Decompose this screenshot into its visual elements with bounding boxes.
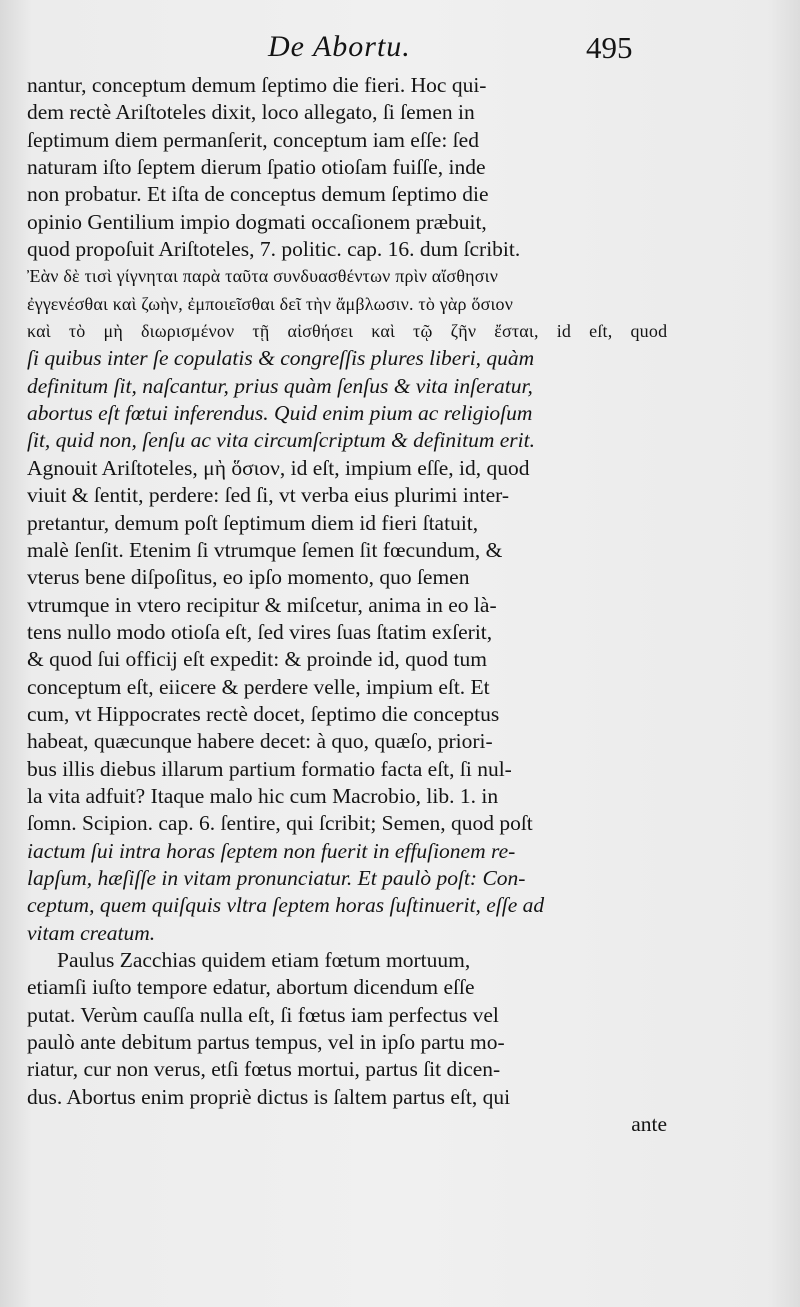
text-line: etiamſi iuſto tempore edatur, abortum dicendum eſſe bbox=[27, 975, 475, 1000]
text-line: Agnouit Ariſtoteles, μὴ ὅσιον, id eſt, impium eſſe, id, quod bbox=[27, 455, 530, 480]
text-line: habeat, quæcunque habere decet: à quo, quæſo, priori- bbox=[27, 729, 493, 754]
text-line: riatur, cur non verus, etſi fœtus mortui, partus ſit dicen- bbox=[27, 1057, 501, 1082]
page-number: 495 bbox=[586, 30, 633, 65]
italic-translation-line: ſit, quid non, ſenſu ac vita circumſcriptum & definitum erit. bbox=[27, 428, 535, 453]
text-line: pretantur, demum poſt ſeptimum diem id fieri ſtatuit, bbox=[27, 510, 479, 535]
text-line: la vita adfuit? Itaque malo hic cum Macrobio, lib. 1. in bbox=[27, 783, 499, 808]
text-line: ſeptimum diem permanſerit, conceptum iam eſſe: ſed bbox=[27, 127, 479, 152]
italic-translation-line: abortus eſt fœtui inferendus. Quid enim pium ac religioſum bbox=[27, 401, 533, 426]
text-line: putat. Verùm cauſſa nulla eſt, ſi fœtus iam perfectus vel bbox=[27, 1002, 499, 1027]
italic-quote-line: vitam creatum. bbox=[27, 920, 156, 945]
text-line: tens nullo modo otioſa eſt, ſed vires ſuas ſtatim exſerit, bbox=[27, 619, 493, 644]
running-title: De Abortu. bbox=[268, 30, 411, 63]
italic-quote-line: iactum ſui intra horas ſeptem non fuerit in effuſionem re- bbox=[27, 838, 516, 863]
text-line: malè ſenſit. Etenim ſi vtrumque ſemen ſit fœcundum, & bbox=[27, 537, 503, 562]
greek-quote-line: καὶ τὸ μὴ διωρισμένον τῇ αἰσθήσει καὶ τῷ ζῆν ἔσται, id eſt, quod bbox=[27, 321, 668, 342]
text-line: bus illis diebus illarum partium formatio facta eſt, ſi nul- bbox=[27, 756, 512, 781]
greek-quote-line: ἐγγενέσθαι καὶ ζωὴν, ἐμποιεῖσθαι δεῖ τὴν ἄμβλωσιν. τὸ γὰρ ὅσιον bbox=[27, 293, 514, 314]
body-text bbox=[27, 72, 667, 1138]
page-header bbox=[0, 30, 800, 70]
text-line: nantur, conceptum demum ſeptimo die fieri. Hoc qui- bbox=[27, 73, 487, 97]
text-line: paulò ante debitum partus tempus, vel in ipſo partu mo- bbox=[27, 1030, 505, 1055]
paragraph-start-line: Paulus Zacchias quidem etiam fœtum mortuum, bbox=[57, 948, 471, 972]
text-line: non probatur. Et iſta de conceptus demum ſeptimo die bbox=[27, 182, 489, 207]
text-line: conceptum eſt, eiicere & perdere velle, impium eſt. Et bbox=[27, 674, 490, 699]
text-line: cum, vt Hippocrates rectè docet, ſeptimo die conceptus bbox=[27, 701, 500, 726]
text-line: vtrumque in vtero recipitur & miſcetur, anima in eo là- bbox=[27, 592, 497, 617]
text-line: viuit & ſentit, perdere: ſed ſi, vt verba eius plurimi inter- bbox=[27, 483, 509, 508]
italic-translation-line: definitum ſit, naſcantur, prius quàm ſenſus & vita inſeratur, bbox=[27, 373, 533, 398]
italic-quote-line: ceptum, quem quiſquis vltra ſeptem horas ſuſtinuerit, eſſe ad bbox=[27, 893, 545, 918]
text-line: dem rectè Ariſtoteles dixit, loco allegato, ſi ſemen in bbox=[27, 100, 475, 125]
text-line: vterus bene diſpoſitus, eo ipſo momento, quo ſemen bbox=[27, 565, 470, 590]
text-line: quod propoſuit Ariſtoteles, 7. politic. cap. 16. dum ſcribit. bbox=[27, 237, 521, 262]
italic-translation-line: ſi quibus inter ſe copulatis & congreſſis plures liberi, quàm bbox=[27, 346, 535, 371]
greek-quote-line: Ἐὰν δὲ τισὶ γίγνηται παρὰ ταῦτα συνδυασθέντων πρὶν αἴσθησιν bbox=[27, 266, 499, 287]
text-line: & quod ſui officij eſt expedit: & proinde id, quod tum bbox=[27, 647, 488, 672]
italic-quote-line: lapſum, hæſiſſe in vitam pronunciatur. Et paulò poſt: Con- bbox=[27, 865, 526, 890]
text-line: naturam iſto ſeptem dierum ſpatio otioſam fuiſſe, inde bbox=[27, 155, 486, 180]
catchword: ante bbox=[631, 1112, 667, 1137]
text-line: ſomn. Scipion. cap. 6. ſentire, qui ſcribit; Semen, quod poſt bbox=[27, 811, 533, 836]
text-line: opinio Gentilium impio dogmati occaſionem præbuit, bbox=[27, 209, 487, 234]
text-line: dus. Abortus enim propriè dictus is ſaltem partus eſt, qui bbox=[27, 1084, 511, 1109]
